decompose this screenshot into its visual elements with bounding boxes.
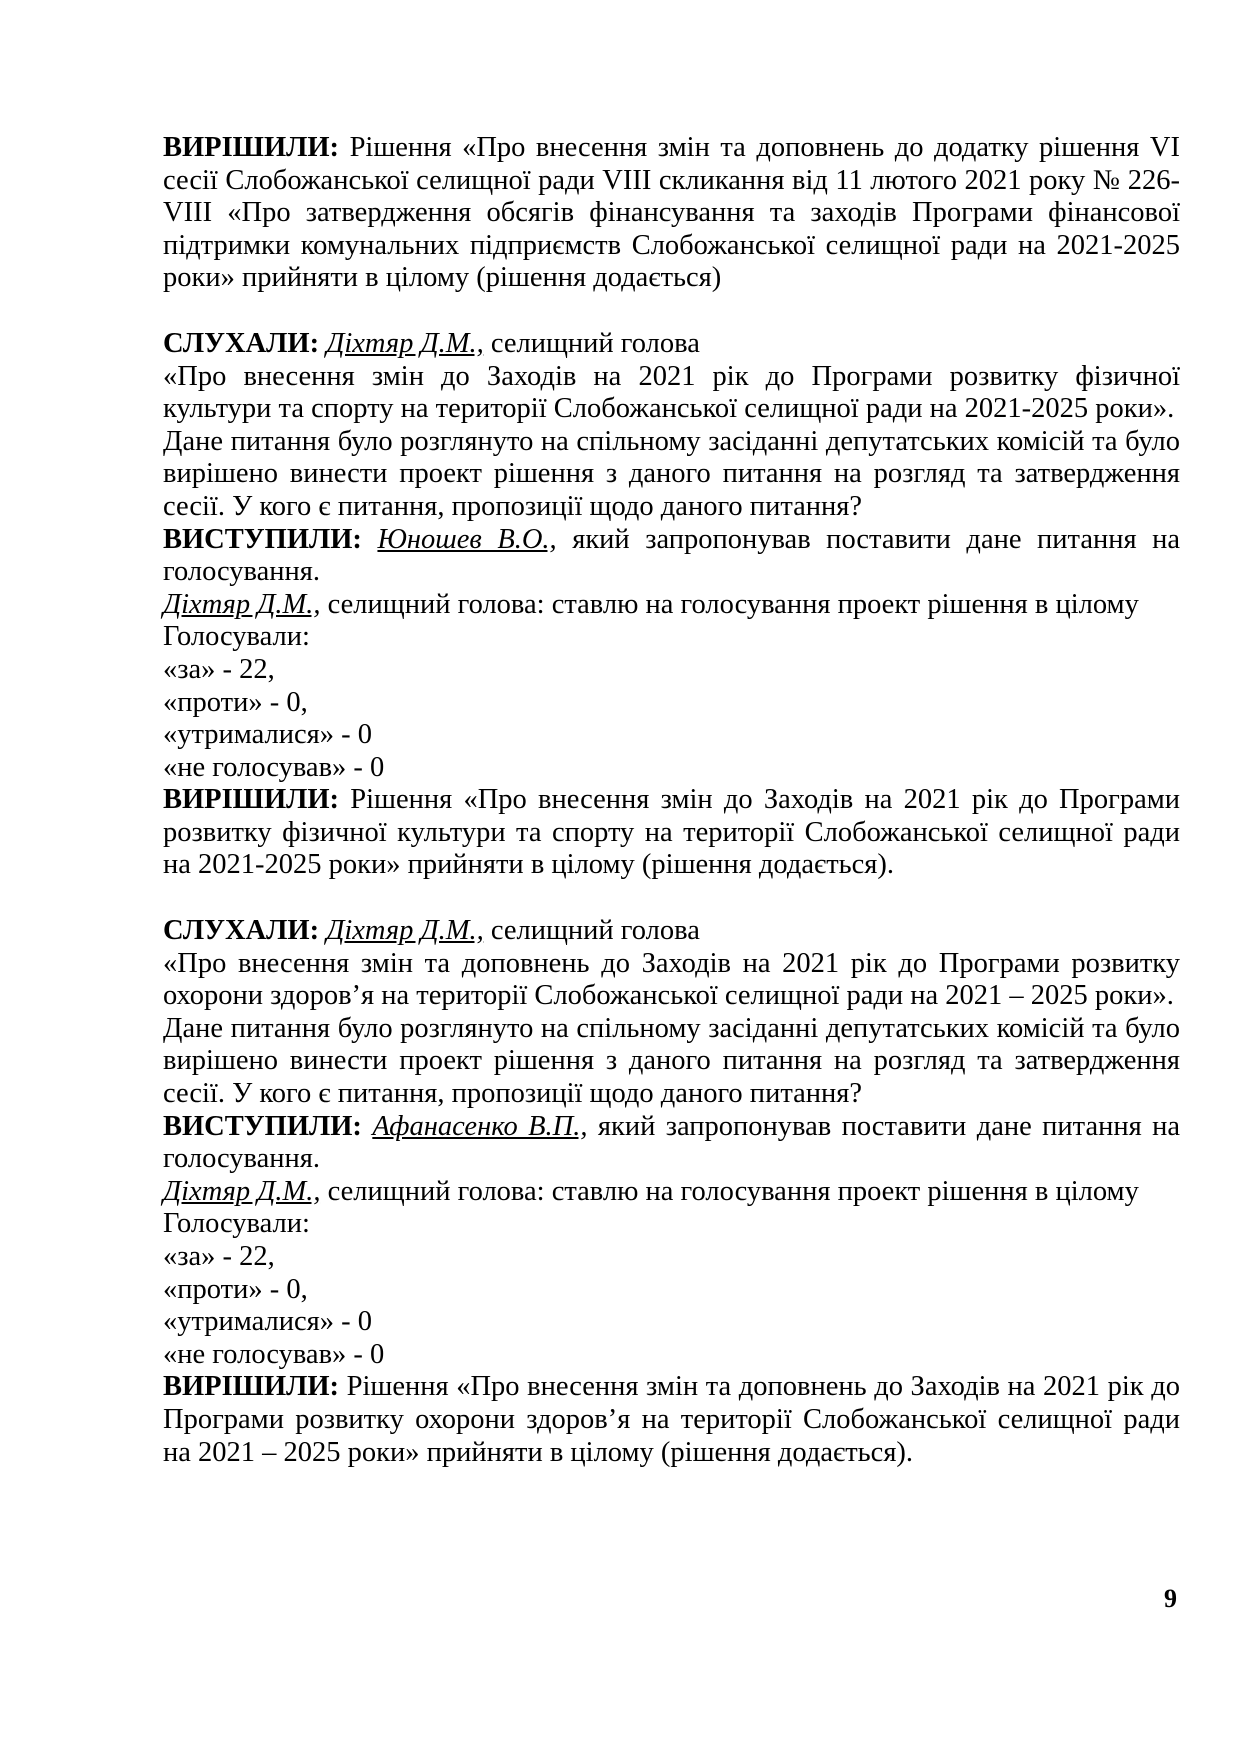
paragraph-gap: [163, 882, 1180, 915]
vote-against-1: [163, 687, 1180, 720]
vote-for-1: [163, 654, 1180, 687]
person-name: Діхтяр Д.М.,: [326, 915, 484, 947]
text-run: селищний голова: [483, 915, 700, 947]
person-name: Діхтяр Д.М.,: [163, 1175, 321, 1207]
committee-note-1: [163, 426, 1180, 524]
section-keyword: СЛУХАЛИ:: [163, 327, 320, 359]
page-number: 9: [1164, 1584, 1177, 1613]
text-run: «утрималися» - 0: [163, 1306, 373, 1338]
text-run: [362, 524, 378, 555]
text-run: «проти» - 0,: [163, 686, 308, 718]
vote-for-2: [163, 1241, 1180, 1274]
text-run: Дане питання було розглянуто на спільному засіданні депутатських комісій та було вирішено винести проект рішення з даного питання на розгляд та затвердження сесії. У кого є питання, пропозиції щодо даного питання?: [163, 425, 1180, 522]
section-keyword: ВИРІШИЛИ:: [163, 132, 340, 163]
section-keyword: ВИРІШИЛИ:: [163, 1371, 340, 1403]
spoke-2: [163, 1111, 1180, 1176]
section-keyword: ВИСТУПИЛИ:: [163, 1110, 362, 1142]
person-name: Діхтяр Д.М.,: [326, 327, 484, 359]
spoke-1: [163, 524, 1180, 589]
section-keyword: ВИСТУПИЛИ:: [163, 523, 362, 555]
paragraph-gap: [163, 295, 1180, 328]
text-run: який запропонував поставити дане питання на голосування.: [163, 1110, 1181, 1175]
text-run: селищний голова: [483, 327, 700, 359]
vote-against-2: [163, 1274, 1180, 1307]
text-run: «не голосував» - 0: [163, 1338, 385, 1370]
text-run: Голосували:: [163, 1208, 310, 1240]
text-run: Рішення «Про внесення змін до Заходів на 2021 рік до Програми розвитку фізичної культури та спорту на території Слобожанської селищної ради на 2021-2025 роки» прийняти в цілому (рішення додається).: [163, 784, 1180, 881]
voted-label-1: [163, 621, 1180, 654]
decision-3: [163, 1371, 1180, 1469]
heard-2: [163, 915, 1180, 948]
text-run: селищний голова: ставлю на голосування проект рішення в цілому: [320, 1175, 1139, 1207]
section-keyword: СЛУХАЛИ:: [163, 915, 320, 947]
topic-1: [163, 361, 1180, 426]
text-run: «за» - 22,: [163, 653, 275, 685]
vote-call-1: [163, 589, 1180, 622]
person-name: Афанасенко В.П.,: [372, 1110, 588, 1142]
voted-label-2: [163, 1208, 1180, 1241]
text-run: «проти» - 0,: [163, 1273, 308, 1305]
text-run: «за» - 22,: [163, 1241, 275, 1272]
vote-novote-2: [163, 1339, 1180, 1372]
person-name: Діхтяр Д.М.,: [163, 588, 321, 620]
vote-abstain-2: [163, 1306, 1180, 1339]
person-name: Юношев В.О.,: [377, 523, 557, 555]
vote-novote-1: [163, 752, 1180, 785]
decision-2: [163, 784, 1180, 882]
text-run: «утрималися» - 0: [163, 719, 373, 751]
document-body: [163, 132, 1180, 1469]
text-run: «не голосував» - 0: [163, 751, 385, 783]
text-run: Дане питання було розглянуто на спільному засіданні депутатських комісій та було вирішено винести проект рішення з даного питання на розгляд та затвердження сесії. У кого є питання, пропозиції щодо даного питання?: [163, 1012, 1180, 1110]
decision-1: [163, 132, 1180, 295]
text-run: Рішення «Про внесення змін та доповнень до Заходів на 2021 рік до Програми розвитку охорони здоров’я на території Слобожанської селищної ради на 2021 – 2025 роки» прийняти в цілому (рішення додається).: [163, 1371, 1180, 1468]
text-run: «Про внесення змін та доповнень до Заходів на 2021 рік до Програми розвитку охорони здоров’я на території Слобожанської селищної ради на 2021 – 2025 роки».: [163, 947, 1180, 1012]
section-keyword: ВИРІШИЛИ:: [163, 784, 340, 816]
text-run: який запропонував поставити дане питання на голосування.: [163, 523, 1181, 588]
vote-call-2: [163, 1176, 1180, 1209]
text-run: селищний голова: ставлю на голосування проект рішення в цілому: [320, 588, 1139, 620]
text-run: «Про внесення змін до Заходів на 2021 рік до Програми розвитку фізичної культури та спорту на території Слобожанської селищної ради на 2021-2025 роки».: [163, 360, 1180, 425]
text-run: Рішення «Про внесення змін та доповнень до додатку рішення VI сесії Слобожанської селищної ради VIII скликання від 11 лютого 2021 року № 226-VIII «Про затвердження обсягів фінансування та заходів Програми фінансової підтримки комунальних підприємств Слобожанської селищної ради на 2021-2025 роки» прийняти в цілому (рішення додається): [163, 132, 1180, 294]
text-run: Голосували:: [163, 621, 310, 653]
committee-note-2: [163, 1013, 1180, 1111]
topic-2: [163, 948, 1180, 1013]
vote-abstain-1: [163, 719, 1180, 752]
heard-1: [163, 328, 1180, 361]
text-run: [362, 1111, 372, 1142]
